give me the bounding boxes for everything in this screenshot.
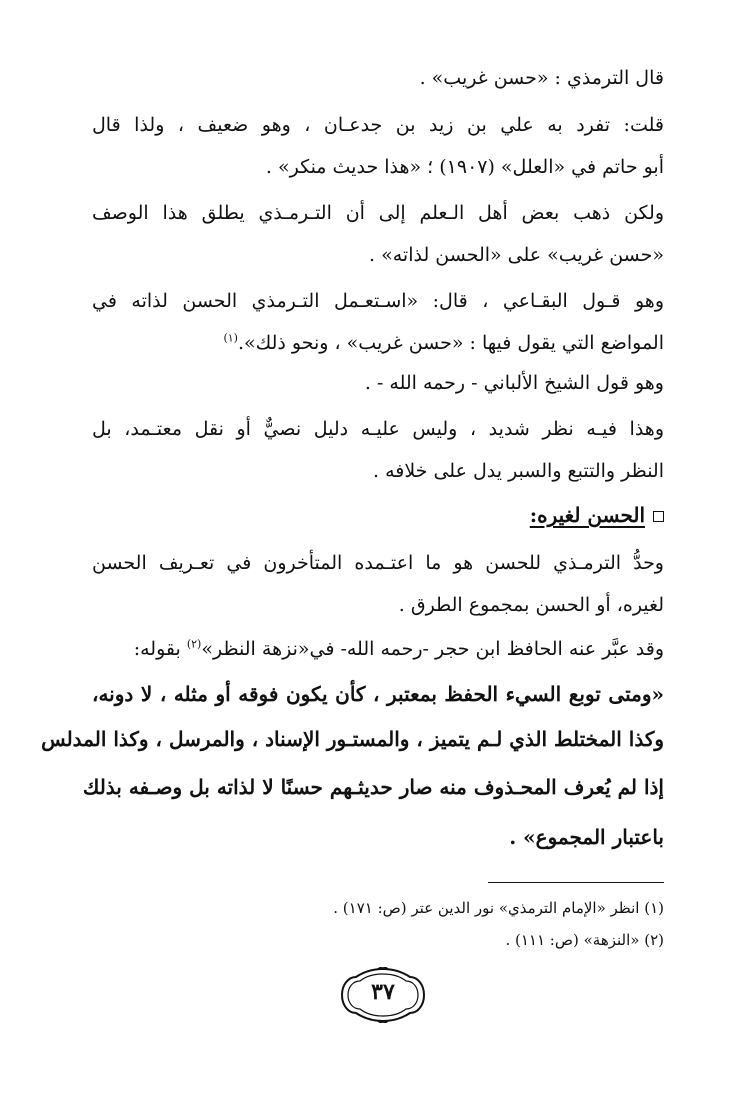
paragraph-line: قلت: تفرد به علي بن زيد بن جدعـان ، وهو ضعيف ، ولذا قال [92,114,664,136]
paragraph-line [92,328,664,358]
footnote-ref: (١) [223,331,238,345]
paragraph-line: ولكن ذهب بعض أهل الـعلم إلى أن التـرمـذي يطلق هذا الوصف [92,202,664,224]
quote-line: وكذا المختلط الذي لـم يتميز ، والمستـور الإسناد ، والمرسل ، وكذا المدلس [41,727,664,751]
page-number-ornament [338,967,428,1023]
paragraph-line: «حسن غريب» على «الحسن لذاته» . [369,244,664,266]
paragraph-line: وحدُّ الترمـذي للحسن هو ما اعتـمده المتأخرون في تعـريف الحسن [92,552,664,574]
square-bullet-icon [653,511,664,522]
paragraph-text: وقد عبَّر عنه الحافظ ابن حجر -رحمه الله- في«نزهة النظر» [201,638,664,660]
heading-text: الحسن لغيره: [529,503,645,527]
paragraph-text: بقوله: [133,638,187,660]
paragraph-line [92,634,664,664]
paragraph-line: وهذا فيـه نظر شديد ، وليس عليـه دليل نصيٌّ أو نقل معتـمد، بل [92,418,664,440]
paragraph-line: أبو حاتم في «العلل» (١٩٠٧) ؛ «هذا حديث منكر» . [265,156,664,178]
page-number: ٣٧ [371,979,395,1005]
footnote-ref: (٢) [186,637,202,651]
quote-line: باعتبار المجموع» . [509,825,664,849]
footnote-divider [488,882,664,883]
paragraph-line: النظر والتتبع والسبر يدل على خلافه . [373,460,664,482]
paragraph-text: المواضع التي يقول فيها : «حسن غريب» ، ونحو ذلك». [237,332,664,354]
quote-line: «ومتى توبع السيء الحفظ بمعتبر ، كأن يكون فوقه أو مثله ، لا دونه، [92,682,664,706]
paragraph-line: وهو قـول البقـاعي ، قال: «اسـتعـمل التـرمذي الحسن لذاته في [92,290,664,312]
footnote: (٢) «النزهة» (ص: ١١١) . [505,931,664,949]
paragraph-line: لغيره، أو الحسن بمجموع الطرق . [398,594,664,616]
section-heading [530,500,664,530]
paragraph-line: وهو قول الشيخ الألباني - رحمه الله - . [364,372,664,394]
quote-line: إذا لم يُعرف المحـذوف منه صار حديثـهم حسنًا لا لذاته بل وصـفه بذلك [82,775,664,799]
footnote: (١) انظر «الإمام الترمذي» نور الدين عتر (ص: ١٧١) . [333,899,664,917]
paragraph-line: قال الترمذي : «حسن غريب» . [419,67,664,89]
